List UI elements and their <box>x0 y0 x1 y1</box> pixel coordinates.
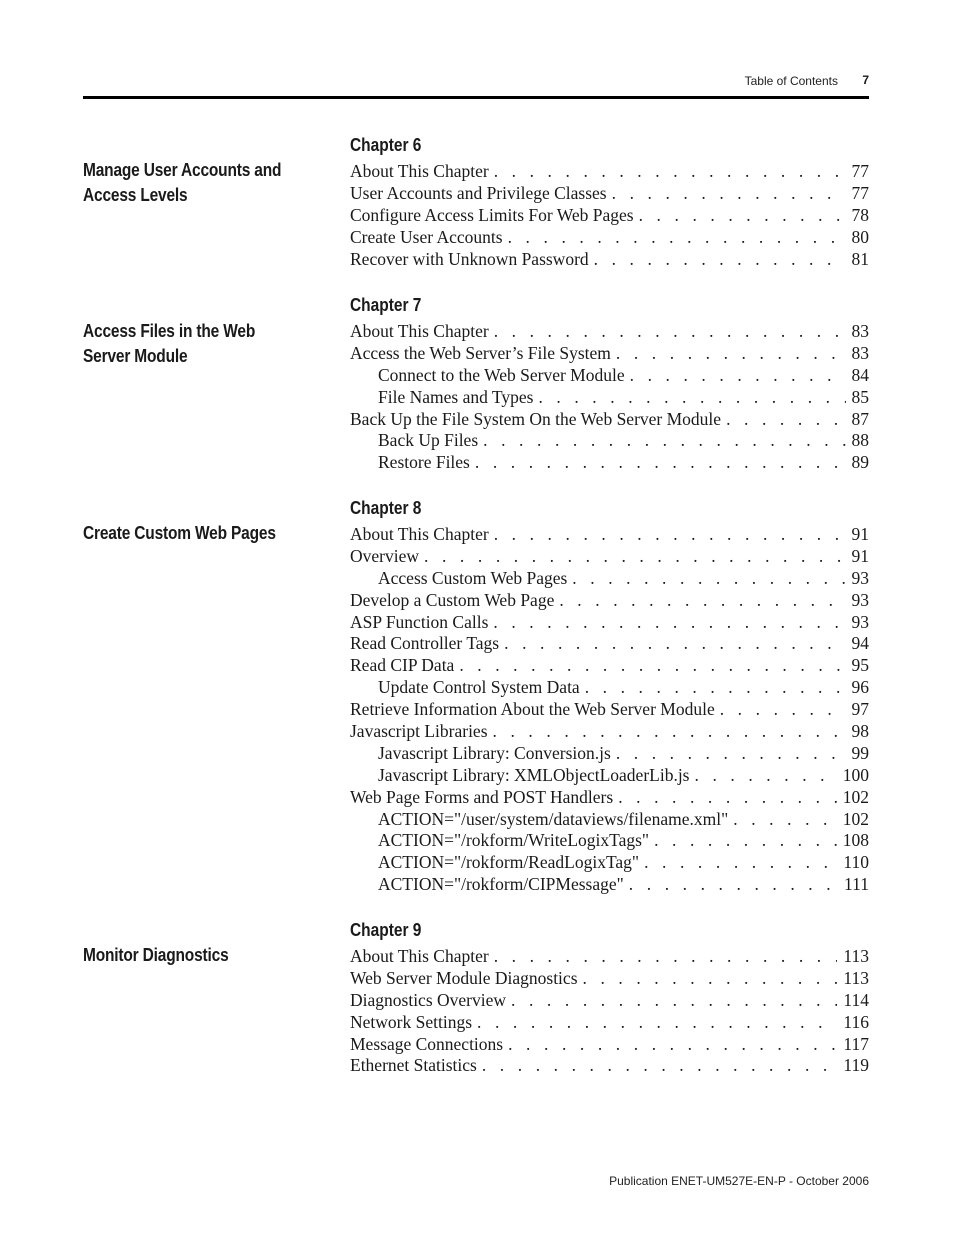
toc-entry-title: Network Settings <box>350 1011 473 1032</box>
toc-entry[interactable] <box>350 946 869 968</box>
toc-entry-page: 91 <box>851 545 869 566</box>
toc-entry-title: Diagnostics Overview <box>350 989 507 1010</box>
dot-leader <box>607 183 846 205</box>
toc-entry-page: 113 <box>843 967 869 988</box>
chapter-entries <box>350 946 869 1077</box>
toc-entry-title: Overview <box>350 545 420 566</box>
toc-entry-page: 102 <box>842 786 869 807</box>
toc-entry-title: Configure Access Limits For Web Pages <box>350 204 634 225</box>
toc-entry-page: 119 <box>843 1055 869 1076</box>
toc-entry-page: 100 <box>842 764 869 785</box>
dot-leader <box>533 387 845 409</box>
toc-subentry[interactable] <box>350 387 869 409</box>
toc-entry-title: Connect to the Web Server Module <box>378 364 625 385</box>
dot-leader <box>624 874 838 896</box>
dot-leader <box>477 1055 838 1077</box>
toc-entry-title: ACTION="/rokform/WriteLogixTags" <box>378 830 650 851</box>
toc-entry[interactable] <box>350 227 869 249</box>
toc-entry-page: 98 <box>851 721 869 742</box>
toc-entry-title: About This Chapter <box>350 321 489 341</box>
toc-entry-page: 91 <box>851 524 869 544</box>
toc-entry[interactable] <box>350 968 869 990</box>
dot-leader <box>625 365 846 387</box>
dot-leader <box>580 677 846 699</box>
toc-entry-page: 83 <box>851 321 869 341</box>
toc-entry-title: Read CIP Data <box>350 655 455 676</box>
toc-entry-page: 93 <box>851 611 869 632</box>
toc-entry-title: Ethernet Statistics <box>350 1055 477 1076</box>
toc-entry-page: 108 <box>842 830 869 851</box>
chapter-side-title: Create Custom Web Pages <box>83 523 276 543</box>
header-page-number: 7 <box>862 73 869 87</box>
toc-subentry[interactable] <box>350 874 869 896</box>
chapter-label: Chapter 7 <box>350 295 422 315</box>
toc-entry[interactable] <box>350 524 869 546</box>
toc-entry[interactable] <box>350 1055 869 1077</box>
toc-entry-title: User Accounts and Privilege Classes <box>350 182 607 203</box>
toc-entry-title: ACTION="/rokform/CIPMessage" <box>378 874 624 895</box>
toc-entry-title: ACTION="/user/system/dataviews/filename.xml" <box>378 808 729 829</box>
toc-entry-title: Recover with Unknown Password <box>350 248 589 269</box>
dot-leader <box>499 633 845 655</box>
toc-entry-title: Retrieve Information About the Web Server Module <box>350 699 715 720</box>
dot-leader <box>503 227 846 249</box>
toc-entry[interactable] <box>350 205 869 227</box>
chapter-side-title: Manage User Accounts and Access Levels <box>83 160 282 205</box>
dot-leader <box>554 590 845 612</box>
toc-subentry[interactable] <box>350 852 869 874</box>
toc-entry-page: 99 <box>851 742 869 763</box>
toc-entry-page: 93 <box>851 567 869 588</box>
toc-entry-page: 77 <box>851 161 869 181</box>
toc-entry[interactable] <box>350 1034 869 1056</box>
toc-entry[interactable] <box>350 343 869 365</box>
dot-leader <box>690 765 837 787</box>
toc-entry-page: 117 <box>843 1033 869 1054</box>
dot-leader <box>489 321 846 343</box>
toc-entry[interactable] <box>350 699 869 721</box>
dot-leader <box>721 409 845 431</box>
running-header <box>83 72 869 96</box>
toc-subentry[interactable] <box>350 809 869 831</box>
chapter-label: Chapter 9 <box>350 920 422 940</box>
toc-entry-title: Access Custom Web Pages <box>378 567 568 588</box>
chapter-entries <box>350 321 869 474</box>
toc-entry-page: 114 <box>843 989 869 1010</box>
toc-entry-title: Web Page Forms and POST Handlers <box>350 786 614 807</box>
chapter-side-title: Access Files in the Web Server Module <box>83 321 256 366</box>
toc-entry-title: Back Up Files <box>378 430 479 451</box>
toc-entry-page: 96 <box>851 677 869 698</box>
toc-entry-title: Javascript Library: XMLObjectLoaderLib.js <box>378 764 690 785</box>
dot-leader <box>639 852 837 874</box>
chapter-label: Chapter 8 <box>350 498 422 518</box>
toc-entry-page: 94 <box>851 633 869 654</box>
header-section-title: Table of Contents <box>744 74 838 88</box>
toc-entry[interactable] <box>350 633 869 655</box>
dot-leader <box>488 721 846 743</box>
dot-leader <box>506 990 837 1012</box>
toc-entry-page: 116 <box>843 1011 869 1032</box>
toc-entry[interactable] <box>350 546 869 568</box>
dot-leader <box>503 1034 837 1056</box>
toc-entry-page: 102 <box>842 808 869 829</box>
toc-subentry[interactable] <box>350 830 869 852</box>
toc-entry-page: 93 <box>851 589 869 610</box>
chapter-entries <box>350 161 869 270</box>
chapter-entries <box>350 524 869 896</box>
dot-leader <box>478 430 845 452</box>
toc-entry-title: Back Up the File System On the Web Server Module <box>350 408 722 429</box>
dot-leader <box>578 968 838 990</box>
toc-entry-page: 113 <box>843 946 869 966</box>
toc-entry-page: 88 <box>851 430 869 451</box>
toc-entry-title: Read Controller Tags <box>350 633 500 654</box>
dot-leader <box>611 343 846 365</box>
toc-entry-page: 87 <box>851 408 869 429</box>
publication-footer: Publication ENET-UM527E-EN-P - October 2006 <box>609 1174 869 1188</box>
toc-entry-page: 89 <box>851 452 869 473</box>
toc-entry[interactable] <box>350 1012 869 1034</box>
dot-leader <box>715 699 846 721</box>
toc-entry-title: Web Server Module Diagnostics <box>350 967 578 988</box>
dot-leader <box>419 546 845 568</box>
toc-entry-title: About This Chapter <box>350 524 489 544</box>
toc-entry[interactable] <box>350 990 869 1012</box>
toc-subentry[interactable] <box>350 452 869 474</box>
toc-entry[interactable] <box>350 612 869 634</box>
dot-leader <box>589 249 846 271</box>
dot-leader <box>489 524 846 546</box>
chapter-label: Chapter 6 <box>350 135 422 155</box>
toc-entry[interactable] <box>350 590 869 612</box>
dot-leader <box>634 205 846 227</box>
toc-entry-page: 81 <box>851 248 869 269</box>
dot-leader <box>472 1012 837 1034</box>
toc-entry[interactable] <box>350 183 869 205</box>
dot-leader <box>611 743 846 765</box>
toc-subentry[interactable] <box>350 677 869 699</box>
header-rule <box>83 96 869 99</box>
toc-entry-page: 97 <box>851 699 869 720</box>
toc-entry-title: About This Chapter <box>350 946 489 966</box>
toc-subentry[interactable] <box>350 568 869 590</box>
toc-entry-page: 78 <box>851 204 869 225</box>
toc-entry-title: Update Control System Data <box>378 677 580 698</box>
toc-entry-page: 84 <box>851 364 869 385</box>
dot-leader <box>567 568 845 590</box>
toc-subentry[interactable] <box>350 743 869 765</box>
toc-entry[interactable] <box>350 787 869 809</box>
toc-entry-title: Javascript Libraries <box>350 721 488 742</box>
toc-entry[interactable] <box>350 249 869 271</box>
dot-leader <box>454 655 845 677</box>
toc-entry[interactable] <box>350 161 869 183</box>
toc-entry-page: 83 <box>851 342 869 363</box>
dot-leader <box>649 830 837 852</box>
toc-entry[interactable] <box>350 409 869 431</box>
toc-subentry[interactable] <box>350 765 869 787</box>
dot-leader <box>613 787 837 809</box>
dot-leader <box>728 809 836 831</box>
toc-entry-page: 77 <box>851 182 869 203</box>
dot-leader <box>470 452 846 474</box>
toc-entry-page: 110 <box>843 852 869 873</box>
chapter-side-title: Monitor Diagnostics <box>83 945 229 965</box>
toc-entry-page: 85 <box>851 386 869 407</box>
dot-leader <box>489 946 838 968</box>
toc-entry-title: ACTION="/rokform/ReadLogixTag" <box>378 852 640 873</box>
toc-entry[interactable] <box>350 321 869 343</box>
toc-entry-title: ASP Function Calls <box>350 611 489 632</box>
toc-entry-title: About This Chapter <box>350 161 489 181</box>
dot-leader <box>488 612 845 634</box>
toc-entry[interactable] <box>350 721 869 743</box>
toc-subentry[interactable] <box>350 430 869 452</box>
toc-entry-title: Restore Files <box>378 452 470 473</box>
toc-entry-title: Access the Web Server’s File System <box>350 342 611 363</box>
toc-entry-title: Message Connections <box>350 1033 504 1054</box>
toc-entry-title: Create User Accounts <box>350 226 503 247</box>
toc-entry-page: 95 <box>851 655 869 676</box>
toc-entry-title: Develop a Custom Web Page <box>350 589 555 610</box>
toc-subentry[interactable] <box>350 365 869 387</box>
toc-entry-title: Javascript Library: Conversion.js <box>378 742 611 763</box>
dot-leader <box>489 161 846 183</box>
toc-entry-page: 111 <box>844 874 869 895</box>
toc-entry[interactable] <box>350 655 869 677</box>
toc-entry-page: 80 <box>851 226 869 247</box>
toc-entry-title: File Names and Types <box>378 386 534 407</box>
